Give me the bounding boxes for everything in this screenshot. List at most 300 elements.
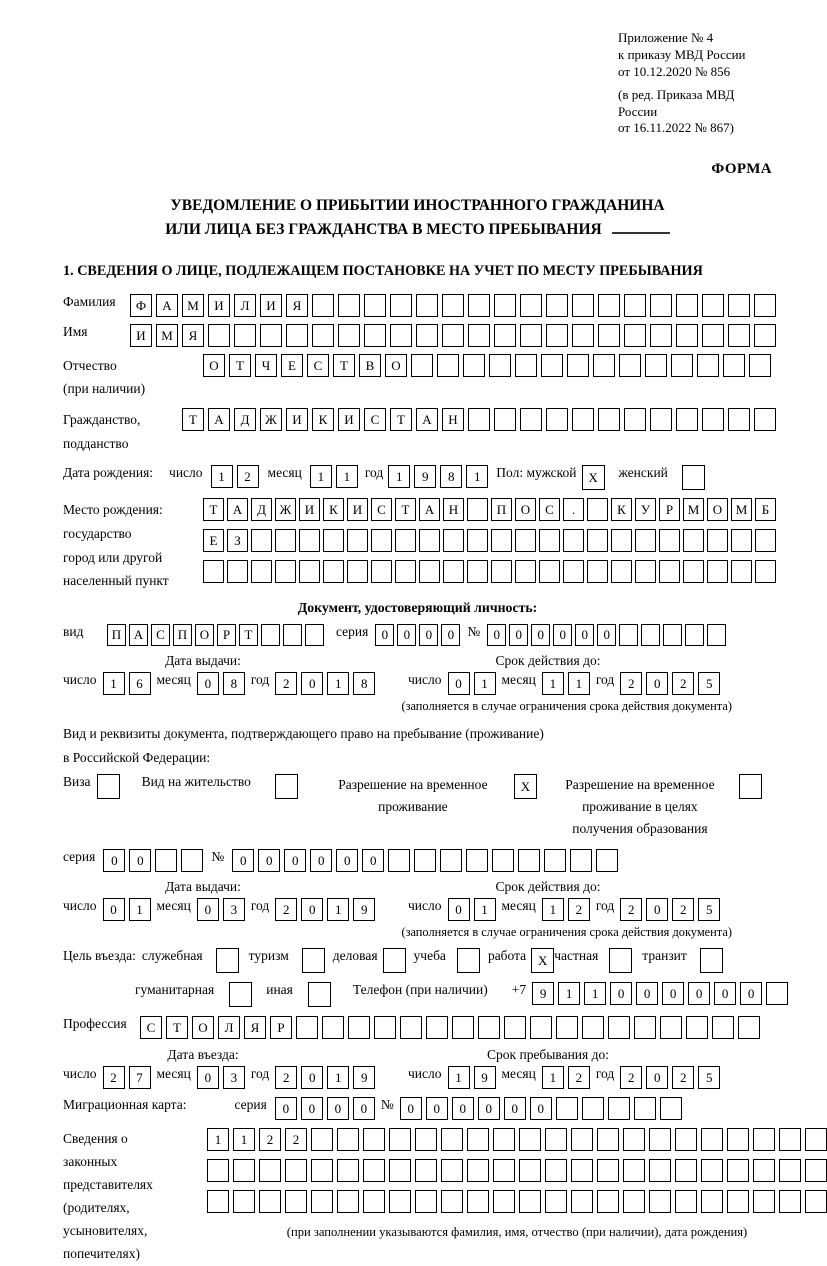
char-cell[interactable]: 3 xyxy=(223,898,245,921)
char-cell[interactable] xyxy=(519,1190,541,1213)
entry-day-cells[interactable] xyxy=(103,1066,151,1089)
char-cell[interactable]: 1 xyxy=(558,982,580,1005)
char-cell[interactable] xyxy=(675,1159,697,1182)
char-cell[interactable]: И xyxy=(286,408,308,431)
char-cell[interactable] xyxy=(701,1159,723,1182)
char-cell[interactable] xyxy=(155,849,177,872)
stay-month-cells[interactable] xyxy=(542,1066,590,1089)
char-cell[interactable] xyxy=(467,1190,489,1213)
char-cell[interactable] xyxy=(275,529,296,552)
char-cell[interactable] xyxy=(478,1016,500,1039)
char-cell[interactable] xyxy=(701,1190,723,1213)
sex-male-checkbox[interactable] xyxy=(582,465,605,490)
char-cell[interactable]: X xyxy=(582,465,605,490)
char-cell[interactable]: М xyxy=(182,294,204,317)
char-cell[interactable] xyxy=(727,1159,749,1182)
char-cell[interactable] xyxy=(546,324,568,347)
identity-issue-month-cells[interactable] xyxy=(197,672,245,695)
char-cell[interactable] xyxy=(597,1128,619,1151)
char-cell[interactable] xyxy=(731,529,752,552)
char-cell[interactable] xyxy=(701,1128,723,1151)
char-cell[interactable]: 0 xyxy=(553,624,572,646)
char-cell[interactable] xyxy=(337,1190,359,1213)
char-cell[interactable]: Н xyxy=(443,498,464,521)
char-cell[interactable] xyxy=(442,294,464,317)
char-cell[interactable] xyxy=(442,324,464,347)
char-cell[interactable] xyxy=(609,948,632,973)
char-cell[interactable]: И xyxy=(208,294,230,317)
char-cell[interactable]: 1 xyxy=(388,465,410,488)
char-cell[interactable]: 0 xyxy=(487,624,506,646)
char-cell[interactable]: Т xyxy=(182,408,204,431)
char-cell[interactable] xyxy=(467,560,488,583)
char-cell[interactable] xyxy=(493,1190,515,1213)
char-cell[interactable] xyxy=(416,324,438,347)
char-cell[interactable] xyxy=(260,324,282,347)
residence-number-cells[interactable] xyxy=(232,849,618,872)
char-cell[interactable] xyxy=(596,849,618,872)
residence-issue-year-cells[interactable] xyxy=(275,898,375,921)
char-cell[interactable] xyxy=(519,1128,541,1151)
birth-year-cells[interactable] xyxy=(388,465,488,488)
char-cell[interactable] xyxy=(582,1016,604,1039)
char-cell[interactable] xyxy=(395,529,416,552)
char-cell[interactable]: 5 xyxy=(698,898,720,921)
char-cell[interactable]: А xyxy=(416,408,438,431)
char-cell[interactable] xyxy=(624,324,646,347)
char-cell[interactable]: З xyxy=(227,529,248,552)
char-cell[interactable] xyxy=(556,1097,578,1120)
char-cell[interactable]: 0 xyxy=(714,982,736,1005)
entry-month-cells[interactable] xyxy=(197,1066,245,1089)
char-cell[interactable] xyxy=(371,560,392,583)
char-cell[interactable]: 8 xyxy=(223,672,245,695)
char-cell[interactable] xyxy=(415,1159,437,1182)
char-cell[interactable] xyxy=(541,354,563,377)
char-cell[interactable] xyxy=(749,354,771,377)
char-cell[interactable]: 0 xyxy=(452,1097,474,1120)
char-cell[interactable]: Я xyxy=(244,1016,266,1039)
char-cell[interactable] xyxy=(805,1190,827,1213)
char-cell[interactable]: У xyxy=(635,498,656,521)
char-cell[interactable]: И xyxy=(347,498,368,521)
char-cell[interactable] xyxy=(323,560,344,583)
char-cell[interactable]: 2 xyxy=(259,1128,281,1151)
char-cell[interactable] xyxy=(619,624,638,646)
char-cell[interactable] xyxy=(624,408,646,431)
residence-issue-day-cells[interactable] xyxy=(103,898,151,921)
char-cell[interactable] xyxy=(598,408,620,431)
char-cell[interactable] xyxy=(299,560,320,583)
char-cell[interactable] xyxy=(364,324,386,347)
char-cell[interactable]: 1 xyxy=(233,1128,255,1151)
purpose-study-checkbox[interactable] xyxy=(457,948,480,973)
char-cell[interactable] xyxy=(467,1159,489,1182)
char-cell[interactable] xyxy=(712,1016,734,1039)
doc-number-cells[interactable] xyxy=(487,624,726,646)
char-cell[interactable] xyxy=(624,294,646,317)
char-cell[interactable]: 0 xyxy=(353,1097,375,1120)
char-cell[interactable] xyxy=(457,948,480,973)
char-cell[interactable]: П xyxy=(491,498,512,521)
char-cell[interactable]: 0 xyxy=(375,624,394,646)
char-cell[interactable]: А xyxy=(156,294,178,317)
char-cell[interactable] xyxy=(347,529,368,552)
char-cell[interactable]: О xyxy=(203,354,225,377)
char-cell[interactable] xyxy=(312,294,334,317)
char-cell[interactable]: С xyxy=(539,498,560,521)
residence-valid-month-cells[interactable] xyxy=(542,898,590,921)
char-cell[interactable]: А xyxy=(129,624,148,646)
char-cell[interactable]: Я xyxy=(182,324,204,347)
char-cell[interactable]: 0 xyxy=(362,849,384,872)
char-cell[interactable] xyxy=(635,529,656,552)
char-cell[interactable]: О xyxy=(707,498,728,521)
char-cell[interactable] xyxy=(779,1128,801,1151)
birth-place-cells-row2[interactable] xyxy=(203,529,776,552)
char-cell[interactable] xyxy=(645,354,667,377)
char-cell[interactable]: 0 xyxy=(129,849,151,872)
char-cell[interactable] xyxy=(363,1190,385,1213)
representatives-cells-row2[interactable] xyxy=(207,1159,827,1182)
char-cell[interactable] xyxy=(322,1016,344,1039)
char-cell[interactable] xyxy=(312,324,334,347)
char-cell[interactable] xyxy=(671,354,693,377)
char-cell[interactable] xyxy=(702,324,724,347)
char-cell[interactable] xyxy=(389,1128,411,1151)
char-cell[interactable] xyxy=(491,529,512,552)
patronymic-cells[interactable] xyxy=(203,354,771,377)
char-cell[interactable] xyxy=(437,354,459,377)
char-cell[interactable]: Н xyxy=(442,408,464,431)
char-cell[interactable]: 1 xyxy=(448,1066,470,1089)
doc-kind-cells[interactable] xyxy=(107,624,324,646)
char-cell[interactable] xyxy=(207,1190,229,1213)
given-name-cells[interactable] xyxy=(130,324,776,347)
char-cell[interactable] xyxy=(753,1190,775,1213)
char-cell[interactable]: А xyxy=(208,408,230,431)
char-cell[interactable] xyxy=(347,560,368,583)
char-cell[interactable] xyxy=(546,294,568,317)
char-cell[interactable] xyxy=(707,529,728,552)
surname-cells[interactable] xyxy=(130,294,776,317)
char-cell[interactable]: 1 xyxy=(327,672,349,695)
char-cell[interactable] xyxy=(305,624,324,646)
identity-valid-day-cells[interactable] xyxy=(448,672,496,695)
char-cell[interactable] xyxy=(337,1128,359,1151)
char-cell[interactable]: 0 xyxy=(258,849,280,872)
char-cell[interactable]: 0 xyxy=(419,624,438,646)
char-cell[interactable]: 0 xyxy=(504,1097,526,1120)
char-cell[interactable] xyxy=(556,1016,578,1039)
char-cell[interactable] xyxy=(683,560,704,583)
char-cell[interactable] xyxy=(731,560,752,583)
char-cell[interactable] xyxy=(567,354,589,377)
char-cell[interactable] xyxy=(492,849,514,872)
char-cell[interactable]: 0 xyxy=(610,982,632,1005)
char-cell[interactable]: 3 xyxy=(223,1066,245,1089)
identity-issue-day-cells[interactable] xyxy=(103,672,151,695)
char-cell[interactable] xyxy=(419,560,440,583)
char-cell[interactable]: 0 xyxy=(197,1066,219,1089)
char-cell[interactable] xyxy=(728,294,750,317)
char-cell[interactable]: Д xyxy=(251,498,272,521)
char-cell[interactable]: К xyxy=(323,498,344,521)
purpose-work-checkbox[interactable] xyxy=(531,948,554,973)
char-cell[interactable] xyxy=(675,1190,697,1213)
char-cell[interactable]: А xyxy=(419,498,440,521)
representatives-cells-row1[interactable] xyxy=(207,1128,827,1151)
char-cell[interactable] xyxy=(383,948,406,973)
char-cell[interactable]: 1 xyxy=(542,1066,564,1089)
char-cell[interactable] xyxy=(493,1159,515,1182)
char-cell[interactable]: 0 xyxy=(275,1097,297,1120)
char-cell[interactable] xyxy=(650,324,672,347)
char-cell[interactable] xyxy=(723,354,745,377)
char-cell[interactable]: К xyxy=(611,498,632,521)
char-cell[interactable]: 9 xyxy=(353,1066,375,1089)
char-cell[interactable]: X xyxy=(531,948,554,973)
char-cell[interactable] xyxy=(364,294,386,317)
purpose-humanitarian-checkbox[interactable] xyxy=(229,982,252,1007)
char-cell[interactable] xyxy=(546,408,568,431)
char-cell[interactable]: М xyxy=(156,324,178,347)
char-cell[interactable]: Т xyxy=(390,408,412,431)
char-cell[interactable]: 2 xyxy=(672,1066,694,1089)
char-cell[interactable] xyxy=(181,849,203,872)
char-cell[interactable]: 0 xyxy=(530,1097,552,1120)
char-cell[interactable] xyxy=(544,849,566,872)
doc-series-cells[interactable] xyxy=(375,624,460,646)
char-cell[interactable] xyxy=(676,294,698,317)
entry-year-cells[interactable] xyxy=(275,1066,375,1089)
char-cell[interactable]: Т xyxy=(203,498,224,521)
char-cell[interactable] xyxy=(234,324,256,347)
purpose-other-checkbox[interactable] xyxy=(308,982,331,1007)
char-cell[interactable]: 9 xyxy=(474,1066,496,1089)
phone-cells[interactable] xyxy=(532,982,788,1005)
char-cell[interactable] xyxy=(530,1016,552,1039)
char-cell[interactable] xyxy=(363,1159,385,1182)
char-cell[interactable]: 5 xyxy=(698,672,720,695)
char-cell[interactable]: 1 xyxy=(327,1066,349,1089)
char-cell[interactable] xyxy=(686,1016,708,1039)
char-cell[interactable]: 1 xyxy=(542,672,564,695)
char-cell[interactable] xyxy=(203,560,224,583)
char-cell[interactable]: П xyxy=(107,624,126,646)
char-cell[interactable]: И xyxy=(130,324,152,347)
char-cell[interactable] xyxy=(623,1190,645,1213)
char-cell[interactable] xyxy=(754,324,776,347)
char-cell[interactable] xyxy=(504,1016,526,1039)
char-cell[interactable] xyxy=(493,1128,515,1151)
identity-valid-month-cells[interactable] xyxy=(542,672,590,695)
char-cell[interactable]: 0 xyxy=(646,1066,668,1089)
char-cell[interactable] xyxy=(755,529,776,552)
char-cell[interactable]: О xyxy=(195,624,214,646)
char-cell[interactable] xyxy=(539,560,560,583)
char-cell[interactable] xyxy=(466,849,488,872)
residence-issue-month-cells[interactable] xyxy=(197,898,245,921)
residence-valid-year-cells[interactable] xyxy=(620,898,720,921)
char-cell[interactable] xyxy=(302,948,325,973)
char-cell[interactable] xyxy=(275,560,296,583)
stay-year-cells[interactable] xyxy=(620,1066,720,1089)
char-cell[interactable]: 2 xyxy=(620,1066,642,1089)
char-cell[interactable] xyxy=(208,324,230,347)
char-cell[interactable] xyxy=(634,1097,656,1120)
purpose-private-checkbox[interactable] xyxy=(609,948,632,973)
char-cell[interactable] xyxy=(570,849,592,872)
char-cell[interactable] xyxy=(227,560,248,583)
char-cell[interactable] xyxy=(285,1190,307,1213)
char-cell[interactable] xyxy=(311,1128,333,1151)
char-cell[interactable] xyxy=(598,294,620,317)
char-cell[interactable] xyxy=(702,294,724,317)
char-cell[interactable] xyxy=(753,1128,775,1151)
char-cell[interactable]: 2 xyxy=(275,1066,297,1089)
char-cell[interactable]: 2 xyxy=(275,672,297,695)
char-cell[interactable] xyxy=(416,294,438,317)
char-cell[interactable]: 0 xyxy=(740,982,762,1005)
char-cell[interactable]: 0 xyxy=(688,982,710,1005)
char-cell[interactable] xyxy=(545,1128,567,1151)
char-cell[interactable] xyxy=(311,1190,333,1213)
char-cell[interactable] xyxy=(563,560,584,583)
char-cell[interactable] xyxy=(443,529,464,552)
char-cell[interactable] xyxy=(468,408,490,431)
char-cell[interactable] xyxy=(587,560,608,583)
char-cell[interactable]: М xyxy=(731,498,752,521)
char-cell[interactable] xyxy=(738,1016,760,1039)
char-cell[interactable]: 0 xyxy=(301,1066,323,1089)
char-cell[interactable] xyxy=(685,624,704,646)
char-cell[interactable]: И xyxy=(299,498,320,521)
char-cell[interactable]: 0 xyxy=(336,849,358,872)
char-cell[interactable] xyxy=(707,560,728,583)
char-cell[interactable]: 2 xyxy=(568,1066,590,1089)
char-cell[interactable] xyxy=(251,560,272,583)
char-cell[interactable] xyxy=(634,1016,656,1039)
char-cell[interactable]: 0 xyxy=(301,1097,323,1120)
char-cell[interactable] xyxy=(251,529,272,552)
char-cell[interactable] xyxy=(520,408,542,431)
temp-residence-checkbox[interactable] xyxy=(514,774,537,799)
char-cell[interactable] xyxy=(441,1128,463,1151)
char-cell[interactable] xyxy=(659,560,680,583)
char-cell[interactable] xyxy=(491,560,512,583)
char-cell[interactable] xyxy=(415,1190,437,1213)
char-cell[interactable] xyxy=(389,1190,411,1213)
char-cell[interactable]: 0 xyxy=(327,1097,349,1120)
char-cell[interactable]: Б xyxy=(755,498,776,521)
purpose-tourism-checkbox[interactable] xyxy=(302,948,325,973)
char-cell[interactable] xyxy=(663,624,682,646)
purpose-official-checkbox[interactable] xyxy=(216,948,239,973)
char-cell[interactable] xyxy=(443,560,464,583)
char-cell[interactable]: 1 xyxy=(568,672,590,695)
char-cell[interactable] xyxy=(676,408,698,431)
char-cell[interactable] xyxy=(233,1190,255,1213)
char-cell[interactable] xyxy=(519,1159,541,1182)
char-cell[interactable]: X xyxy=(514,774,537,799)
char-cell[interactable]: 1 xyxy=(584,982,606,1005)
char-cell[interactable] xyxy=(728,408,750,431)
char-cell[interactable]: Д xyxy=(234,408,256,431)
char-cell[interactable]: 1 xyxy=(310,465,332,488)
char-cell[interactable] xyxy=(682,465,705,490)
char-cell[interactable] xyxy=(467,1128,489,1151)
identity-valid-year-cells[interactable] xyxy=(620,672,720,695)
char-cell[interactable] xyxy=(518,849,540,872)
char-cell[interactable] xyxy=(414,849,436,872)
birth-place-cells-row3[interactable] xyxy=(203,560,776,583)
char-cell[interactable]: 1 xyxy=(327,898,349,921)
char-cell[interactable]: С xyxy=(364,408,386,431)
char-cell[interactable] xyxy=(754,294,776,317)
char-cell[interactable] xyxy=(389,1159,411,1182)
char-cell[interactable] xyxy=(395,560,416,583)
char-cell[interactable] xyxy=(598,324,620,347)
char-cell[interactable] xyxy=(571,1159,593,1182)
char-cell[interactable] xyxy=(308,982,331,1007)
char-cell[interactable] xyxy=(348,1016,370,1039)
char-cell[interactable]: Ф xyxy=(130,294,152,317)
char-cell[interactable] xyxy=(572,294,594,317)
char-cell[interactable] xyxy=(285,1159,307,1182)
char-cell[interactable] xyxy=(452,1016,474,1039)
char-cell[interactable] xyxy=(468,324,490,347)
char-cell[interactable]: Л xyxy=(218,1016,240,1039)
identity-issue-year-cells[interactable] xyxy=(275,672,375,695)
char-cell[interactable] xyxy=(494,294,516,317)
char-cell[interactable] xyxy=(727,1128,749,1151)
char-cell[interactable]: 0 xyxy=(478,1097,500,1120)
char-cell[interactable]: 0 xyxy=(662,982,684,1005)
char-cell[interactable] xyxy=(441,1159,463,1182)
char-cell[interactable] xyxy=(727,1190,749,1213)
char-cell[interactable]: П xyxy=(173,624,192,646)
stay-day-cells[interactable] xyxy=(448,1066,496,1089)
char-cell[interactable] xyxy=(259,1190,281,1213)
char-cell[interactable] xyxy=(338,324,360,347)
char-cell[interactable] xyxy=(593,354,615,377)
sex-female-checkbox[interactable] xyxy=(682,465,705,490)
char-cell[interactable]: 7 xyxy=(129,1066,151,1089)
residence-permit-checkbox[interactable] xyxy=(275,774,298,799)
char-cell[interactable] xyxy=(635,560,656,583)
char-cell[interactable]: С xyxy=(307,354,329,377)
visa-checkbox[interactable] xyxy=(97,774,120,799)
char-cell[interactable]: 0 xyxy=(301,672,323,695)
profession-cells[interactable] xyxy=(140,1016,760,1039)
char-cell[interactable]: Ж xyxy=(260,408,282,431)
char-cell[interactable]: 0 xyxy=(232,849,254,872)
char-cell[interactable] xyxy=(608,1097,630,1120)
char-cell[interactable]: 1 xyxy=(336,465,358,488)
char-cell[interactable] xyxy=(697,354,719,377)
char-cell[interactable] xyxy=(707,624,726,646)
char-cell[interactable] xyxy=(650,408,672,431)
char-cell[interactable]: 0 xyxy=(597,624,616,646)
char-cell[interactable] xyxy=(597,1190,619,1213)
char-cell[interactable]: 0 xyxy=(448,898,470,921)
char-cell[interactable]: 2 xyxy=(237,465,259,488)
char-cell[interactable]: 2 xyxy=(672,898,694,921)
char-cell[interactable]: 1 xyxy=(103,672,125,695)
char-cell[interactable]: О xyxy=(385,354,407,377)
char-cell[interactable]: 8 xyxy=(440,465,462,488)
